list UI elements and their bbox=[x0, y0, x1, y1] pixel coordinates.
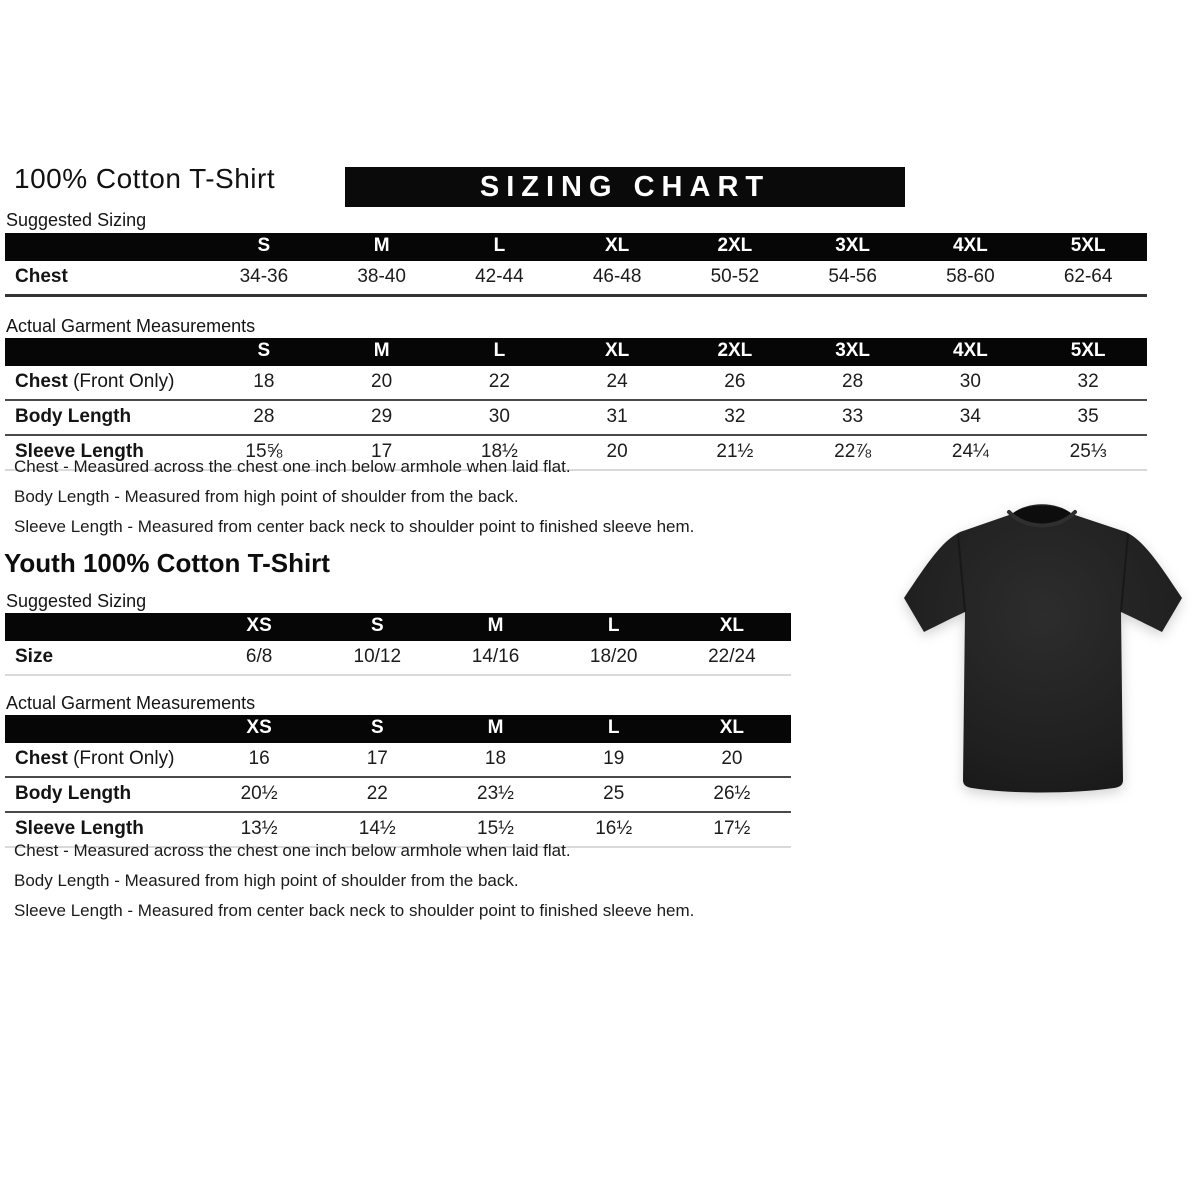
size-column-header: 3XL bbox=[835, 340, 871, 361]
table-cell: 20½ bbox=[240, 783, 278, 804]
table-header-row bbox=[5, 613, 791, 641]
table-row bbox=[5, 778, 791, 813]
page-title: 100% Cotton T-Shirt bbox=[14, 163, 276, 194]
size-column-header: M bbox=[487, 717, 504, 738]
table-row bbox=[5, 261, 1147, 297]
table-cell: 18 bbox=[484, 748, 507, 769]
table-cell: 22 bbox=[366, 783, 388, 804]
row-label-text: Body Length bbox=[15, 783, 132, 804]
table-cell: 22 bbox=[488, 371, 510, 392]
table-cell: 42-44 bbox=[475, 266, 524, 287]
table-header-row bbox=[5, 338, 1147, 366]
row-label-text: Size bbox=[15, 646, 54, 667]
sizing-chart-banner: SIZING CHART bbox=[345, 167, 905, 207]
youth-suggested-sizing-label: Suggested Sizing bbox=[6, 591, 147, 611]
table-cell: 17 bbox=[366, 748, 388, 769]
size-column-header: 2XL bbox=[717, 340, 753, 361]
table-cell: 28 bbox=[253, 406, 275, 427]
adult-note-sleeve-length: Sleeve Length - Measured from center back neck to shoulder point to finished sleeve hem. bbox=[14, 517, 695, 536]
size-column-header: 4XL bbox=[952, 340, 988, 361]
size-column-header: M bbox=[487, 615, 504, 636]
table-cell: 30 bbox=[488, 406, 510, 427]
table-cell: 26 bbox=[724, 371, 746, 392]
youth-garment-measurements-label: Actual Garment Measurements bbox=[6, 693, 256, 713]
table-cell: 31 bbox=[606, 406, 628, 427]
table-cell: 29 bbox=[371, 406, 393, 427]
table-cell: 25⅓ bbox=[1069, 441, 1107, 462]
table-row bbox=[5, 641, 791, 676]
table-row bbox=[5, 366, 1147, 401]
table-cell: 38-40 bbox=[357, 266, 406, 287]
youth-note-body-length: Body Length - Measured from high point of shoulder from the back. bbox=[14, 871, 519, 890]
row-label bbox=[5, 778, 200, 811]
size-column-header: 4XL bbox=[952, 235, 988, 256]
table-cell: 16½ bbox=[595, 818, 633, 839]
row-label-text: Sleeve Length bbox=[15, 818, 144, 839]
adult-measurement-notes bbox=[14, 457, 694, 547]
table-cell: 20 bbox=[721, 748, 743, 769]
size-column-header: 3XL bbox=[835, 235, 871, 256]
size-column-header: 5XL bbox=[1070, 235, 1106, 256]
row-label-text: Sleeve Length bbox=[15, 441, 144, 462]
row-label-text: Chest bbox=[15, 371, 68, 392]
table-cell: 20 bbox=[371, 371, 393, 392]
table-cell: 18½ bbox=[480, 441, 518, 462]
size-column-header: XS bbox=[246, 717, 272, 738]
size-column-header: S bbox=[370, 615, 384, 636]
row-label bbox=[5, 401, 205, 434]
table-cell: 15½ bbox=[477, 818, 514, 839]
size-column-header: S bbox=[257, 340, 271, 361]
table-cell: 34 bbox=[959, 406, 981, 427]
table-cell: 10/12 bbox=[353, 646, 402, 667]
table-cell: 18/20 bbox=[589, 646, 638, 667]
table-cell: 17 bbox=[371, 441, 393, 462]
row-label-suffix: (Front Only) bbox=[67, 371, 175, 392]
table-cell: 62-64 bbox=[1063, 266, 1113, 287]
table-cell: 19 bbox=[603, 748, 625, 769]
size-column-header: 5XL bbox=[1070, 340, 1106, 361]
size-column-header: M bbox=[373, 235, 390, 256]
table-cell: 34-36 bbox=[239, 266, 289, 287]
table-cell: 22/24 bbox=[708, 646, 756, 667]
table-cell: 14½ bbox=[358, 818, 396, 839]
size-column-header: L bbox=[493, 235, 506, 256]
black-tshirt-image bbox=[892, 474, 1192, 814]
table-cell: 13½ bbox=[240, 818, 278, 839]
size-column-header: S bbox=[257, 235, 271, 256]
table-cell: 6/8 bbox=[245, 646, 273, 667]
size-column-header: XL bbox=[719, 615, 745, 636]
table-cell: 33 bbox=[842, 406, 864, 427]
table-cell: 50-52 bbox=[710, 266, 760, 287]
table-cell: 15⅝ bbox=[245, 441, 283, 462]
tshirt-icon bbox=[892, 474, 1192, 814]
row-label-text: Chest bbox=[15, 748, 68, 769]
size-column-header: XL bbox=[604, 340, 630, 361]
table-header-row bbox=[5, 715, 791, 743]
table-cell: 24 bbox=[606, 371, 628, 392]
size-column-header: L bbox=[493, 340, 506, 361]
table-cell: 14/16 bbox=[471, 646, 520, 667]
row-label bbox=[5, 743, 200, 776]
table-cell: 24¼ bbox=[951, 441, 989, 462]
youth-measurement-notes bbox=[14, 841, 694, 931]
adult-garment-measurements-table bbox=[5, 338, 1147, 471]
size-column-header: 2XL bbox=[717, 235, 753, 256]
row-label-suffix: (Front Only) bbox=[67, 748, 175, 769]
table-cell: 46-48 bbox=[592, 266, 642, 287]
size-column-header: L bbox=[607, 615, 620, 636]
table-cell: 21½ bbox=[716, 441, 754, 462]
adult-garment-measurements-label: Actual Garment Measurements bbox=[6, 316, 256, 336]
table-cell: 26½ bbox=[713, 783, 751, 804]
row-label bbox=[5, 366, 205, 399]
table-header-row bbox=[5, 233, 1147, 261]
table-cell: 25 bbox=[603, 783, 625, 804]
row-label-text: Chest bbox=[15, 266, 68, 287]
youth-section-title: Youth 100% Cotton T-Shirt bbox=[4, 548, 330, 578]
table-cell: 23½ bbox=[477, 783, 514, 804]
size-column-header: S bbox=[370, 717, 384, 738]
adult-note-body-length: Body Length - Measured from high point of shoulder from the back. bbox=[14, 487, 519, 506]
size-column-header: XL bbox=[604, 235, 630, 256]
table-cell: 16 bbox=[248, 748, 270, 769]
table-cell: 35 bbox=[1077, 406, 1099, 427]
youth-suggested-sizing-table bbox=[5, 613, 791, 676]
row-label bbox=[5, 641, 200, 674]
table-cell: 20 bbox=[606, 441, 628, 462]
table-row bbox=[5, 743, 791, 778]
table-cell: 58-60 bbox=[946, 266, 995, 287]
youth-garment-measurements-table bbox=[5, 715, 791, 848]
youth-note-chest: Chest - Measured across the chest one inch below armhole when laid flat. bbox=[14, 841, 571, 860]
adult-suggested-sizing-table bbox=[5, 233, 1147, 297]
table-cell: 32 bbox=[1077, 371, 1099, 392]
table-cell: 54-56 bbox=[828, 266, 877, 287]
row-label bbox=[5, 261, 205, 294]
adult-note-chest: Chest - Measured across the chest one inch below armhole when laid flat. bbox=[14, 457, 571, 476]
table-cell: 17½ bbox=[713, 818, 751, 839]
table-cell: 18 bbox=[253, 371, 275, 392]
youth-note-sleeve-length: Sleeve Length - Measured from center back neck to shoulder point to finished sleeve hem. bbox=[14, 901, 695, 920]
table-cell: 30 bbox=[959, 371, 981, 392]
table-cell: 28 bbox=[842, 371, 864, 392]
table-cell: 32 bbox=[724, 406, 746, 427]
row-label-text: Body Length bbox=[15, 406, 132, 427]
size-column-header: XL bbox=[719, 717, 745, 738]
size-column-header: XS bbox=[246, 615, 272, 636]
table-cell: 22⅞ bbox=[834, 441, 872, 462]
size-column-header: L bbox=[607, 717, 620, 738]
table-row bbox=[5, 401, 1147, 436]
size-column-header: M bbox=[373, 340, 390, 361]
adult-suggested-sizing-label: Suggested Sizing bbox=[6, 210, 147, 230]
